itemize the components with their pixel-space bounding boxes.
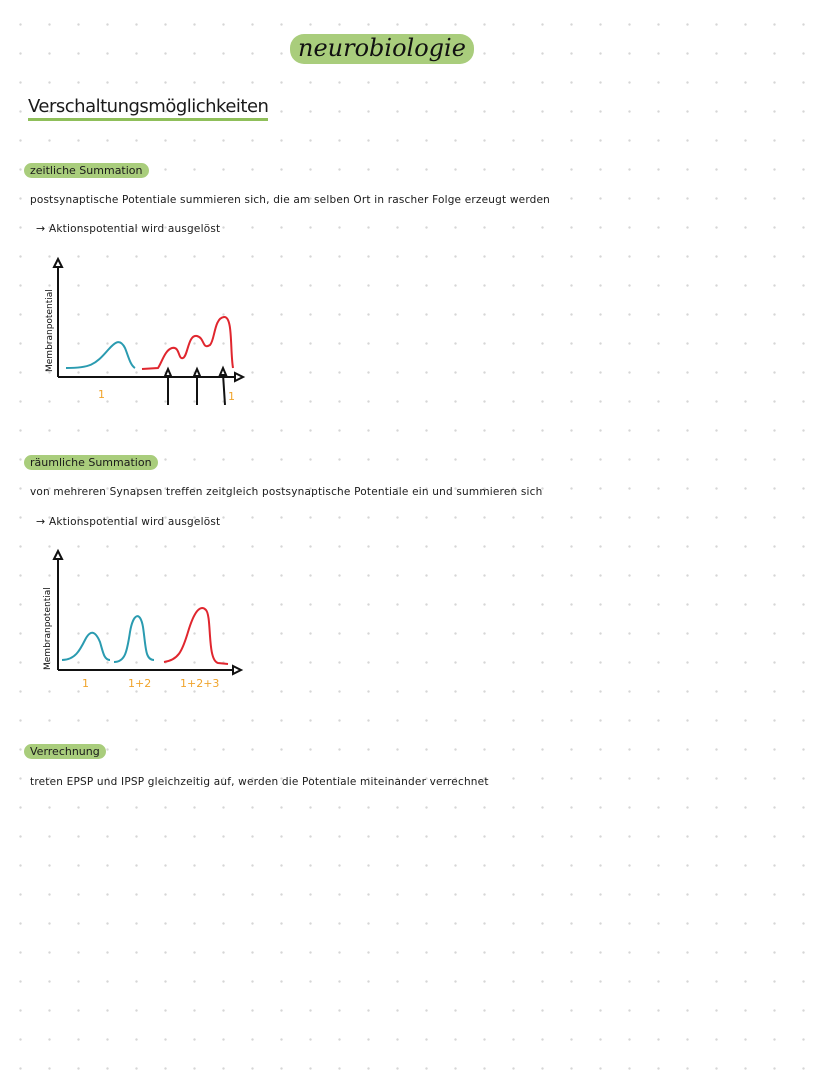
section-text-temporal: postsynaptische Potentiale summieren sich, die am selben Ort in rascher Folge erzeugt werden <box>30 194 551 206</box>
temporal-summation-diagram <box>30 250 260 405</box>
y-axis-label: Membranpotential <box>43 587 53 670</box>
epsp-curve-teal <box>66 342 135 368</box>
page-title: neurobiologie <box>290 34 474 64</box>
arrow-icon: → <box>36 222 46 235</box>
section-text-verrechnung: treten EPSP und IPSP gleichzeitig auf, werden die Potentiale miteinander verrechnet <box>30 776 489 788</box>
label-1: 1 <box>82 677 89 690</box>
epsp-curve-3-red <box>164 608 228 664</box>
y-axis-arrowhead <box>54 259 62 267</box>
consequence-text: Aktionspotential wird ausgelöst <box>48 223 221 235</box>
section-label-temporal: zeitliche Summation <box>24 163 149 178</box>
label-1: 1 <box>98 388 105 401</box>
label-1-2-3: 1+2+3 <box>180 677 220 690</box>
arrow-icon: → <box>36 515 46 528</box>
label-1-repeat: 1 <box>228 390 235 403</box>
consequence-text: Aktionspotential wird ausgelöst <box>48 516 221 528</box>
section-text-spatial: von mehreren Synapsen treffen zeitgleich postsynaptische Potentiale ein und summieren sich <box>30 486 543 498</box>
consequence-temporal <box>36 222 220 235</box>
summation-curve-red <box>142 317 233 369</box>
consequence-spatial <box>36 515 220 528</box>
stimulus-arrows <box>168 374 225 405</box>
label-1-2: 1+2 <box>128 677 152 690</box>
main-heading: Verschaltungsmöglichkeiten <box>28 96 268 121</box>
section-label-spatial: räumliche Summation <box>24 455 158 470</box>
y-axis-label: Membranpotential <box>45 289 55 372</box>
section-label-verrechnung: Verrechnung <box>24 744 106 759</box>
epsp-curve-1 <box>62 633 110 660</box>
epsp-curve-2 <box>114 616 154 662</box>
spatial-summation-diagram <box>30 542 260 692</box>
x-axis-arrowhead <box>235 373 243 381</box>
